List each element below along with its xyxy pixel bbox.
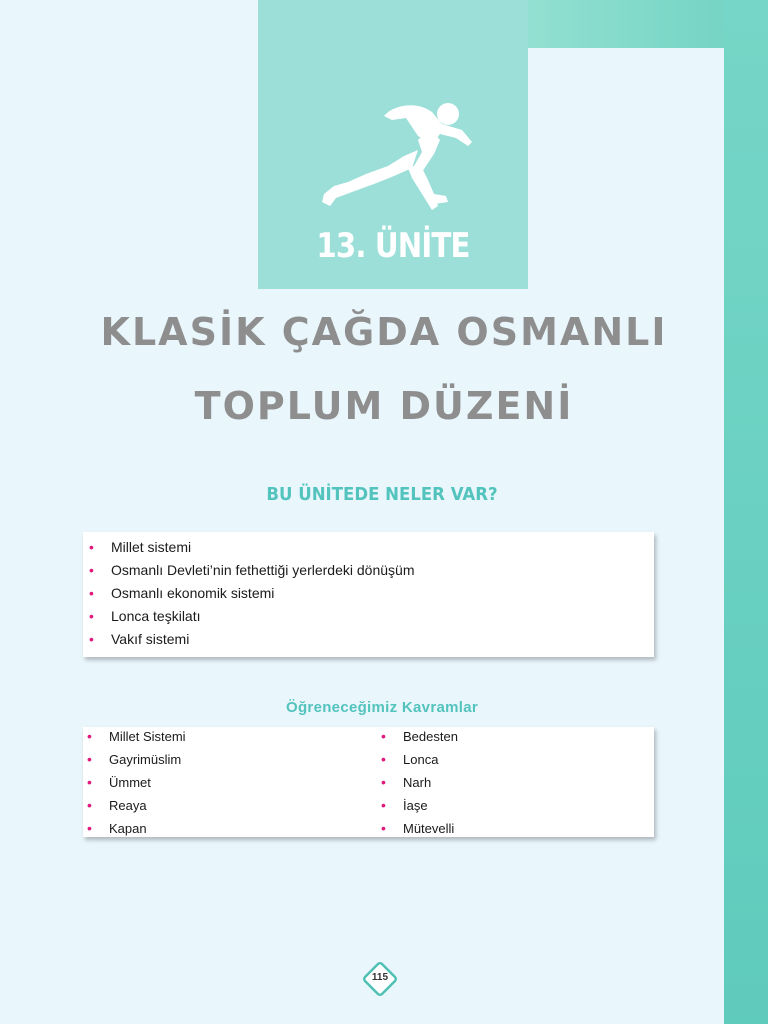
list-item [381,750,641,773]
list-item [87,819,367,842]
list-item [87,796,367,819]
list-item [381,773,641,796]
concepts-card [83,727,654,837]
concept-text: Mütevelli [403,821,455,836]
page-title-line-2: TOPLUM DÜZENİ [194,384,574,428]
concepts-list-right [381,727,641,842]
topic-text: Osmanlı Devleti’nin fethettiği yerlerdeki dönüşüm [111,562,415,578]
concept-text: Bedesten [403,729,458,744]
list-item [87,750,367,773]
bullet-dot: • [381,728,386,744]
concept-text: İaşe [403,798,428,813]
concept-text: Kapan [109,821,147,836]
concept-text: Gayrimüslim [109,752,182,767]
bullet-dot: • [87,820,92,836]
list-item [89,582,654,605]
bullet-dot: • [89,608,94,624]
concept-text: Reaya [109,798,147,813]
bullet-dot: • [89,539,94,555]
concepts-heading: Öğreneceğimiz Kavramlar [286,699,478,716]
list-item [381,796,641,819]
bullet-dot: • [87,774,92,790]
topic-text: Millet sistemi [111,539,192,555]
page-number-badge [361,960,399,998]
bullet-dot: • [89,585,94,601]
list-item [89,536,654,559]
bullet-dot: • [381,774,386,790]
concept-text: Narh [403,775,432,790]
bullet-dot: • [381,797,386,813]
bullet-dot: • [87,728,92,744]
bullet-dot: • [87,751,92,767]
list-item [381,819,641,842]
runner-icon [322,94,476,214]
list-item [89,559,654,582]
bullet-dot: • [89,631,94,647]
list-item [89,605,654,628]
unit-label: 13. ÜNİTE [316,226,470,266]
page-number: 115 [371,972,389,983]
topic-text: Vakıf sistemi [111,631,190,647]
list-item [87,773,367,796]
concepts-list-left [87,727,367,842]
bullet-dot: • [87,797,92,813]
list-item [89,628,654,651]
concept-text: Lonca [403,752,439,767]
bullet-dot: • [381,820,386,836]
list-item [381,727,641,750]
topic-text: Lonca teşkilatı [111,608,201,624]
right-side-bar [724,0,768,1024]
concept-text: Ümmet [109,775,151,790]
page-title-line-1: KLASİK ÇAĞDA OSMANLI [100,310,668,354]
bullet-dot: • [381,751,386,767]
topic-text: Osmanlı ekonomik sistemi [111,585,275,601]
concept-text: Millet Sistemi [109,729,186,744]
topics-heading: BU ÜNİTEDE NELER VAR? [266,484,498,505]
topics-list [89,536,654,651]
bullet-dot: • [89,562,94,578]
list-item [87,727,367,750]
topics-card [83,532,654,657]
